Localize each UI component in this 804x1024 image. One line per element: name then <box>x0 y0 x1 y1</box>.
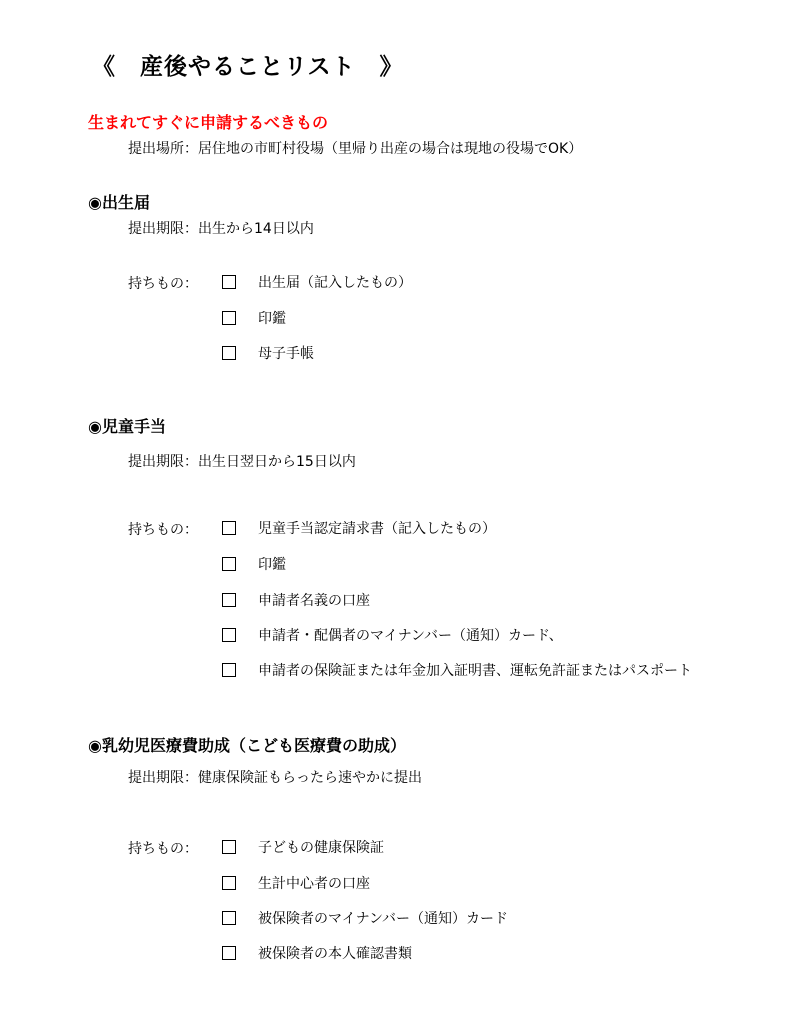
checkbox[interactable] <box>222 628 236 642</box>
section-heading: ◉乳幼児医療費助成（こども医療費の助成） <box>88 736 406 755</box>
page-title <box>92 48 404 81</box>
checklist-item-label: 子どもの健康保険証 <box>258 840 384 856</box>
bring-label: 持ちもの： <box>128 276 198 292</box>
checklist-item <box>222 874 370 892</box>
checklist-item <box>222 838 384 856</box>
checklist-item-label: 印鑑 <box>258 311 286 327</box>
checklist-item <box>222 661 692 679</box>
checklist-item <box>222 626 563 644</box>
checklist-item-label: 被保険者のマイナンバー（通知）カード <box>258 911 509 927</box>
checkbox[interactable] <box>222 663 236 677</box>
checklist-item-label: 生計中心者の口座 <box>258 876 370 892</box>
checkbox[interactable] <box>222 521 236 535</box>
checklist-item-label: 出生届（記入したもの） <box>258 275 412 291</box>
submission-place: 提出場所：居住地の市町村役場（里帰り出産の場合は現地の役場でOK） <box>128 141 583 157</box>
checklist-item <box>222 909 508 927</box>
checklist-item-label: 母子手帳 <box>258 346 314 362</box>
section-deadline: 提出期限：出生日翌日から15日以内 <box>128 454 356 470</box>
checkbox[interactable] <box>222 346 236 360</box>
section-heading: ◉出生届 <box>88 193 150 212</box>
checkbox[interactable] <box>222 557 236 571</box>
checklist-item <box>222 273 412 291</box>
bring-label: 持ちもの： <box>128 841 198 857</box>
section-deadline: 提出期限：健康保険証もらったら速やかに提出 <box>128 770 422 786</box>
checklist-item <box>222 944 412 962</box>
title-close-mark: 》 <box>379 54 404 80</box>
checklist-item-label: 児童手当認定請求書（記入したもの） <box>258 521 496 537</box>
checkbox[interactable] <box>222 876 236 890</box>
checkbox[interactable] <box>222 275 236 289</box>
title-open-mark: 《 <box>92 54 116 80</box>
checkbox[interactable] <box>222 911 236 925</box>
intro-heading: 生まれてすぐに申請するべきもの <box>88 113 329 132</box>
checkbox[interactable] <box>222 311 236 325</box>
section-deadline: 提出期限：出生から14日以内 <box>128 221 314 237</box>
section-heading: ◉児童手当 <box>88 417 166 436</box>
checkbox[interactable] <box>222 840 236 854</box>
checklist-item-label: 申請者の保険証または年金加入証明書、運転免許証またはパスポート <box>258 663 692 679</box>
bring-label: 持ちもの： <box>128 522 198 538</box>
checklist-item <box>222 555 286 573</box>
checklist-item <box>222 344 314 362</box>
checkbox[interactable] <box>222 946 236 960</box>
checklist-item-label: 申請者名義の口座 <box>258 593 370 609</box>
checklist-item-label: 被保険者の本人確認書類 <box>258 946 412 962</box>
checklist-item <box>222 309 286 327</box>
checklist-item <box>222 519 496 537</box>
title-text: 産後やることリスト <box>140 54 356 80</box>
checklist-item-label: 印鑑 <box>258 557 286 573</box>
checkbox[interactable] <box>222 593 236 607</box>
checklist-item-label: 申請者・配偶者のマイナンバー（通知）カード、 <box>258 628 563 644</box>
checklist-item <box>222 591 370 609</box>
